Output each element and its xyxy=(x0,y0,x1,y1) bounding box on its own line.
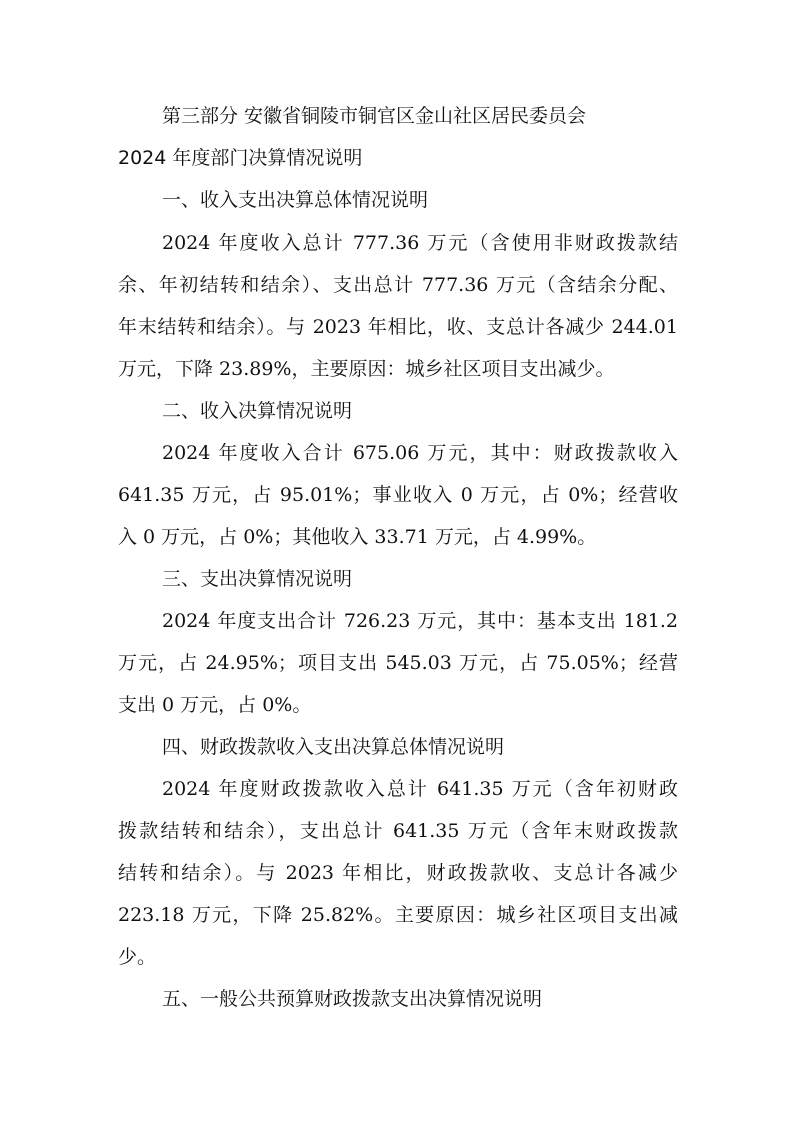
paragraph-line: 2024 年度财政拨款收入总计 641.35 万元（含年初财政 xyxy=(162,778,678,800)
paragraph-line: 结转和结余）。与 2023 年相比，财政拨款收、支总计各减少 xyxy=(118,862,678,884)
paragraph-line: 年末结转和结余）。与 2023 年相比，收、支总计各减少 244.01 xyxy=(118,316,678,338)
paragraph-line: 余、年初结转和结余）、支出总计 777.36 万元（含结余分配、 xyxy=(118,274,678,296)
section-heading-3: 三、支出决算情况说明 xyxy=(162,568,353,590)
paragraph-line: 支出 0 万元，占 0%。 xyxy=(118,694,312,716)
paragraph-line: 万元，占 24.95%；项目支出 545.03 万元，占 75.05%；经营 xyxy=(118,652,678,674)
section-heading-1: 一、收入支出决算总体情况说明 xyxy=(162,189,429,211)
section-heading-2: 二、收入决算情况说明 xyxy=(162,400,353,422)
document-title-line-2: 2024 年度部门决算情况说明 xyxy=(118,147,363,169)
paragraph-line: 入 0 万元，占 0%；其他收入 33.71 万元，占 4.99%。 xyxy=(118,526,597,548)
paragraph-line: 223.18 万元，下降 25.82%。主要原因：城乡社区项目支出减 xyxy=(118,904,678,926)
paragraph-line: 拨款结转和结余），支出总计 641.35 万元（含年末财政拨款 xyxy=(118,820,678,842)
document-title-line-1: 第三部分 安徽省铜陵市铜官区金山社区居民委员会 xyxy=(162,105,587,127)
section-heading-4: 四、财政拨款收入支出决算总体情况说明 xyxy=(162,736,505,758)
paragraph-line: 2024 年度支出合计 726.23 万元，其中：基本支出 181.2 xyxy=(162,610,678,632)
paragraph-line: 少。 xyxy=(118,946,157,968)
section-heading-5: 五、一般公共预算财政拨款支出决算情况说明 xyxy=(162,988,543,1010)
paragraph-line: 2024 年度收入总计 777.36 万元（含使用非财政拨款结 xyxy=(162,232,678,254)
paragraph-line: 万元，下降 23.89%，主要原因：城乡社区项目支出减少。 xyxy=(118,358,615,380)
paragraph-line: 2024 年度收入合计 675.06 万元，其中：财政拨款收入 xyxy=(162,442,678,464)
paragraph-line: 641.35 万元，占 95.01%；事业收入 0 万元，占 0%；经营收 xyxy=(118,484,678,506)
